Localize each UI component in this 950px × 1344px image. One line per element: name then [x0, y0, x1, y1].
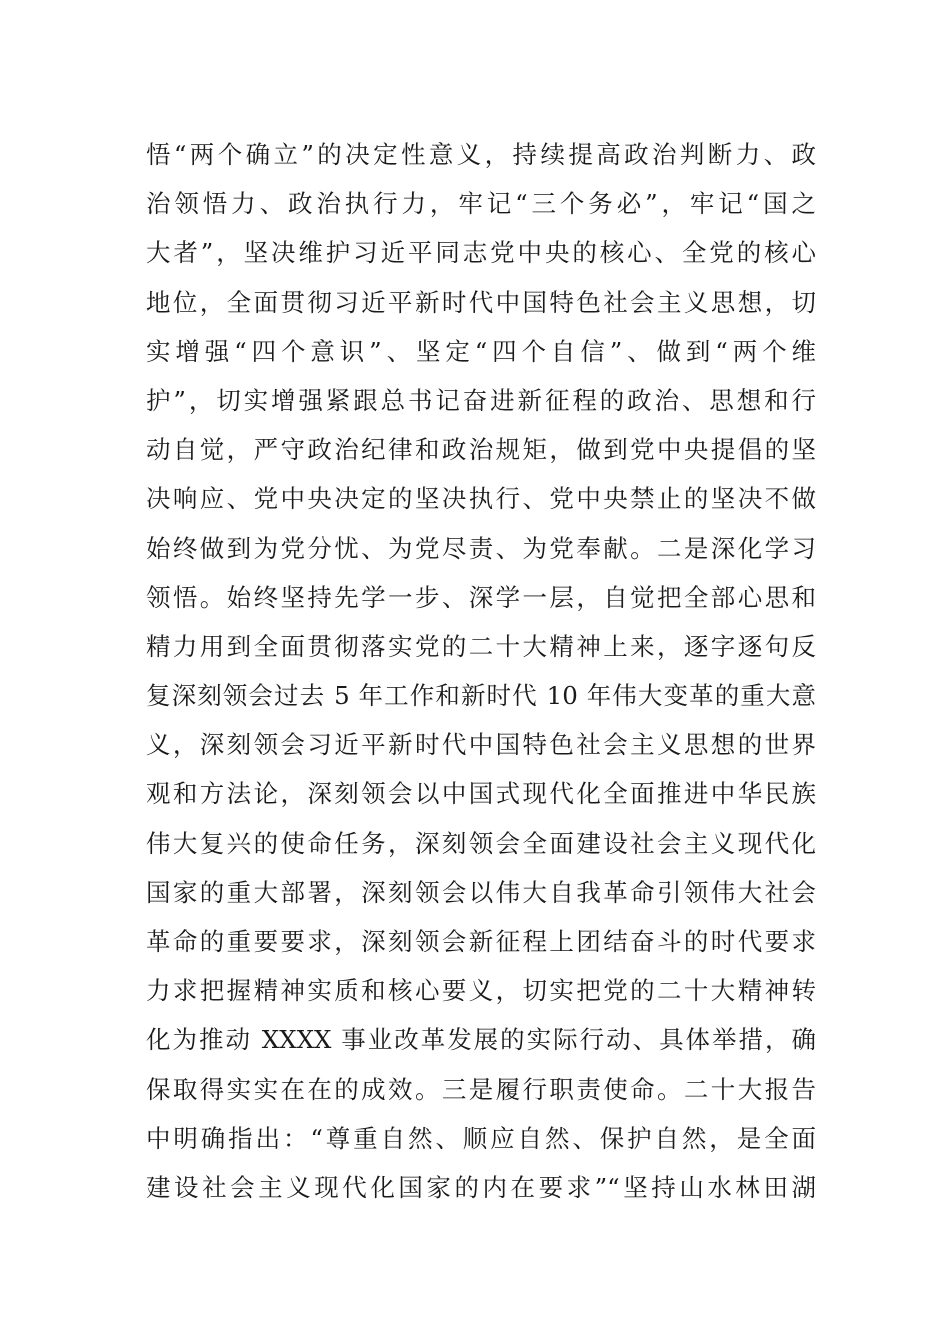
text-line: 治领悟力、政治执行力，牢记“三个务必”，牢记“国之 — [146, 189, 816, 219]
text-line: 国家的重大部署，深刻领会以伟大自我革命引领伟大社会 — [146, 877, 816, 907]
text-line: 复深刻领会过去 5 年工作和新时代 10 年伟大变革的重大意 — [146, 681, 816, 711]
text-line: 伟大复兴的使命任务，深刻领会全面建设社会主义现代化 — [146, 828, 816, 858]
text-line: 地位，全面贯彻习近平新时代中国特色社会主义思想，切 — [146, 287, 816, 317]
text-line: 建设社会主义现代化国家的内在要求”“坚持山水林田湖 — [146, 1172, 816, 1202]
text-line: 始终做到为党分忧、为党尽责、为党奉献。二是深化学习 — [146, 533, 816, 563]
text-line: 力求把握精神实质和核心要义，切实把党的二十大精神转 — [146, 976, 816, 1006]
text-line: 保取得实实在在的成效。三是履行职责使命。二十大报告 — [146, 1074, 816, 1104]
text-line: 大者”，坚决维护习近平同志党中央的核心、全党的核心 — [146, 238, 816, 268]
text-line: 护”，切实增强紧跟总书记奋进新征程的政治、思想和行 — [146, 385, 816, 415]
text-line: 悟“两个确立”的决定性意义，持续提高政治判断力、政 — [146, 140, 816, 169]
text-line: 义，深刻领会习近平新时代中国特色社会主义思想的世界 — [146, 730, 816, 760]
text-line: 实增强“四个意识”、坚定“四个自信”、做到“两个维 — [146, 336, 816, 366]
text-line: 化为推动 XXXX 事业改革发展的实际行动、具体举措，确 — [146, 1025, 816, 1055]
text-line: 中明确指出：“尊重自然、顺应自然、保护自然，是全面 — [146, 1123, 816, 1153]
body-text — [146, 130, 816, 1212]
text-line: 动自觉，严守政治纪律和政治规矩，做到党中央提倡的坚 — [146, 435, 816, 465]
text-line: 革命的重要要求，深刻领会新征程上团结奋斗的时代要求 — [146, 927, 816, 956]
text-line: 精力用到全面贯彻落实党的二十大精神上来，逐字逐句反 — [146, 631, 816, 661]
text-line: 决响应、党中央决定的坚决执行、党中央禁止的坚决不做 — [146, 484, 816, 514]
text-line: 领悟。始终坚持先学一步、深学一层，自觉把全部心思和 — [146, 582, 816, 612]
text-line: 观和方法论，深刻领会以中国式现代化全面推进中华民族 — [146, 779, 816, 809]
